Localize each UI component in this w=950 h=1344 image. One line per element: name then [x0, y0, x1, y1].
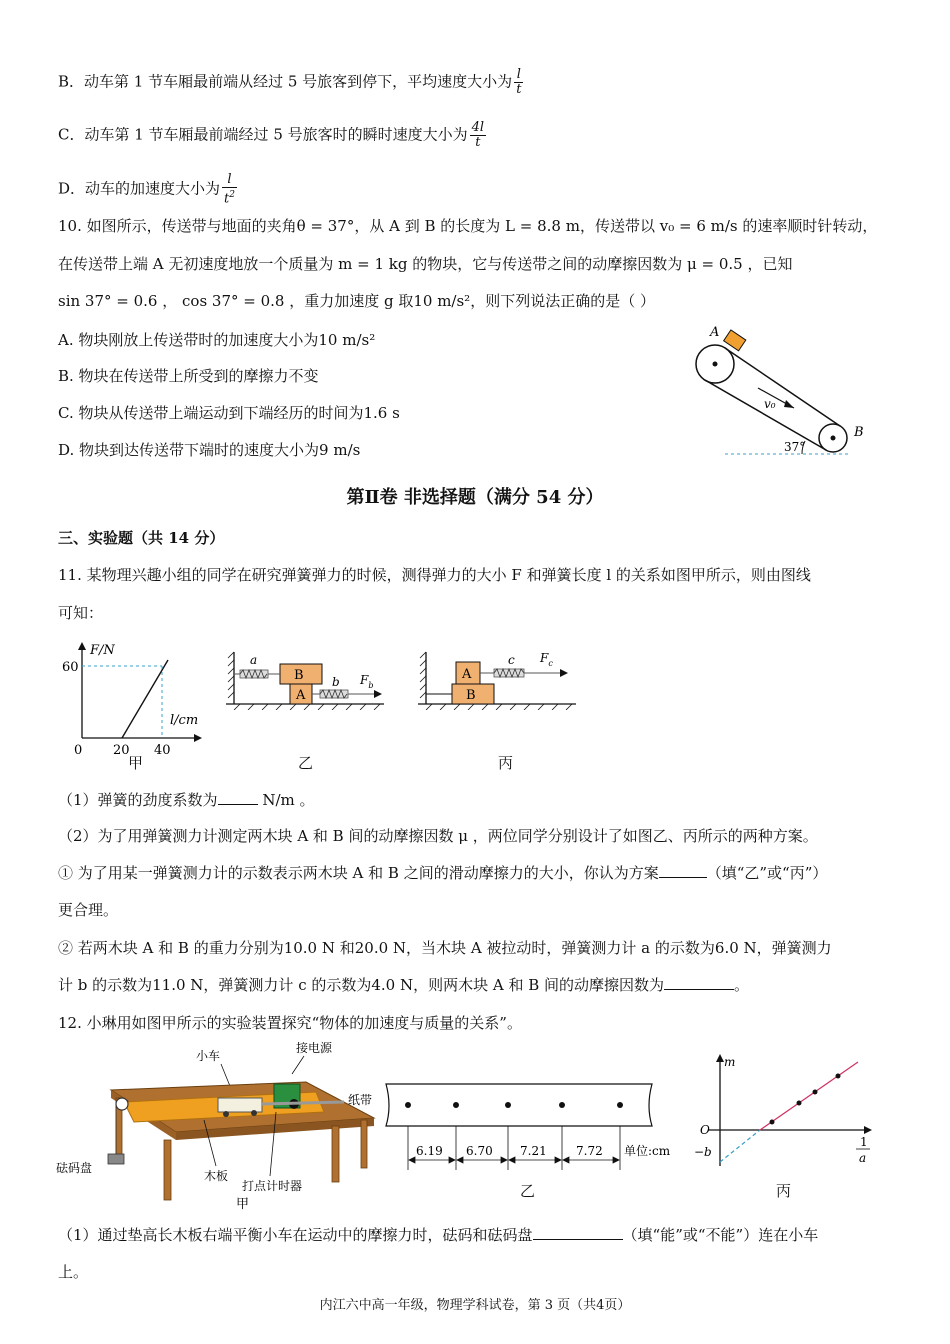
q11-answer-blank-1[interactable]	[218, 790, 258, 805]
q10-line-1: 10. 如图所示，传送带与地面的夹角θ = 37°，从 A 到 B 的长度为 L = 8.8 m，传送带以 v₀ = 6 m/s 的速率顺时针转动，	[58, 217, 878, 235]
upper-pulley-axle	[713, 362, 718, 367]
dist-1: 6.19	[416, 1144, 443, 1158]
belt-bottom	[705, 380, 826, 450]
power-leader	[292, 1056, 304, 1074]
unit-label: 单位:cm	[624, 1144, 671, 1158]
label-a: a	[250, 653, 258, 667]
data-point-2	[797, 1101, 802, 1106]
frac-den	[222, 188, 237, 206]
block-a-label: A	[296, 688, 306, 703]
q9-option-d	[58, 173, 237, 206]
q11-part-2-2-post: 。	[734, 976, 750, 994]
dist-4: 7.72	[576, 1144, 603, 1158]
q12-part-1	[58, 1225, 818, 1245]
q11-setup-yi	[226, 648, 391, 710]
y-arrowhead	[78, 642, 86, 650]
label-b: B	[854, 425, 864, 440]
q11-part-1	[58, 790, 315, 810]
pulley	[116, 1098, 128, 1110]
q11-part-2-2-pre: 计 b 的示数为11.0 N，弹簧测力计 c 的示数为4.0 N，则两木块 A 和 B 间的动摩擦因数为	[58, 976, 665, 994]
page-footer: 内江六中高一年级，物理学科试卷，第 3 页（共4页）	[319, 1298, 631, 1313]
data-point-4	[836, 1074, 841, 1079]
q11-part-2-1-line-2: 更合理。	[58, 901, 119, 919]
frac-num: l	[222, 173, 237, 188]
label-tape: 纸带	[348, 1093, 373, 1107]
label-angle: 37°	[784, 440, 806, 454]
tape-dot-3	[505, 1102, 511, 1108]
spring-b	[312, 690, 382, 698]
caption-jia: 甲	[236, 1197, 250, 1212]
q12-part-1-pre: （1）通过垫高长木板右端平衡小车在运动中的摩擦力时，砝码和砝码盘	[58, 1226, 533, 1244]
q11-line-2: 可知：	[58, 604, 104, 622]
cart-wheel-1	[223, 1111, 229, 1117]
label-fb	[359, 673, 373, 690]
q12-part-1-post: （填“能”或“不能”）连在小车	[622, 1226, 819, 1244]
data-point-3	[813, 1090, 818, 1095]
x-tick-20: 20	[113, 743, 130, 755]
dist-3: 7.21	[520, 1144, 547, 1158]
q12-part-1-line-2: 上。	[58, 1263, 89, 1281]
block-b-label: B	[466, 688, 476, 703]
cart-wheel-2	[251, 1110, 257, 1116]
weight-pan	[108, 1154, 124, 1164]
section3-title: 三、实验题（共 14 分）	[58, 529, 225, 547]
y-label: F/N	[90, 643, 115, 658]
table-leg-1	[164, 1140, 171, 1200]
q9-option-d-text: D．动车的加速度大小为	[58, 179, 221, 198]
q11-part-2: （2）为了用弹簧测力计测定两木块 A 和 B 间的动摩擦因数 μ ，两位同学分别设计了如图乙、丙所示的两种方案。	[58, 827, 818, 845]
q12-answer-blank-1[interactable]	[533, 1225, 623, 1240]
table-leg-2	[332, 1126, 339, 1182]
label-b: b	[332, 675, 340, 689]
part2-title: 第Ⅱ卷 非选择题（满分 54 分）	[346, 487, 604, 508]
block-a-label: A	[462, 667, 472, 682]
velocity-arrowhead	[784, 400, 794, 408]
q9-option-b-text: B．动车第 1 节车厢最前端从经过 5 号旅客到停下，平均速度大小为	[58, 72, 513, 91]
frac-den: t	[516, 82, 522, 97]
q10-option-c: C. 物块从传送带上端运动到下端经历的时间为1.6 s	[58, 404, 400, 422]
cart	[218, 1098, 262, 1112]
q11-graph-jia	[56, 640, 206, 755]
label-cart: 小车	[196, 1049, 221, 1063]
table-leg-3	[361, 1120, 367, 1168]
q10-line-2: 在传送带上端 A 无初速度地放一个质量为 m = 1 kg 的物块，它与传送带之间的动摩擦因数为 μ = 0.5 ，已知	[58, 255, 793, 273]
label-a: A	[710, 325, 720, 340]
label-fc-main: F	[540, 651, 549, 665]
q9-option-c-fraction	[470, 121, 486, 150]
origin-label: O	[700, 1123, 710, 1137]
x-tick-40: 40	[154, 743, 171, 755]
q11-line-1: 11. 某物理兴趣小组的同学在研究弹簧弹力的时候，测得弹力的大小 F 和弹簧长度 l 的关系如图甲所示，则由图线	[58, 566, 811, 584]
y-arrowhead	[716, 1054, 724, 1062]
q12-caption-bing: 丙	[776, 1182, 792, 1200]
q9-option-c-text: C．动车第 1 节车厢最前端经过 5 号旅客时的瞬时速度大小为	[58, 125, 468, 144]
label-fb-sub: b	[368, 681, 374, 690]
q11-part-2-2-line-2	[58, 975, 749, 995]
y-label: m	[724, 1055, 736, 1069]
spring-a	[234, 670, 280, 678]
q11-answer-blank-3[interactable]	[664, 975, 734, 990]
x-arrowhead	[864, 1126, 872, 1134]
q11-answer-blank-2[interactable]	[659, 863, 707, 878]
paper-tape	[262, 1102, 344, 1104]
q9-option-c	[58, 121, 486, 150]
frac-den-sup: 2	[229, 190, 235, 200]
x-label-den: a	[859, 1151, 867, 1165]
fit-line	[760, 1062, 858, 1130]
block-on-belt	[724, 330, 746, 351]
tape-dot-1	[405, 1102, 411, 1108]
frac-den: t	[475, 135, 481, 150]
q9-option-b-fraction	[514, 68, 523, 97]
spring-c	[480, 669, 568, 677]
label-pan: 砝码盘	[56, 1161, 93, 1175]
q10-option-a: A. 物块刚放上传送带时的加速度大小为10 m/s²	[58, 331, 376, 349]
label-fc	[539, 651, 553, 668]
q12-line-1: 12. 小琳用如图甲所示的实验装置探究“物体的加速度与质量的关系”。	[58, 1014, 522, 1032]
q10-option-d: D. 物块到达传送带下端时的速度大小为9 m/s	[58, 441, 361, 459]
q11-part-2-1-pre: ① 为了用某一弹簧测力计的示数表示两木块 A 和 B 之间的滑动摩擦力的大小，你认为方案	[58, 864, 659, 882]
tape-strip	[386, 1084, 652, 1126]
q11-caption-bing: 丙	[498, 754, 514, 772]
q12-graph-bing	[688, 1050, 888, 1175]
intercept-label: −b	[694, 1145, 712, 1159]
wall-hatch	[228, 652, 234, 698]
x-label: l/cm	[170, 713, 199, 728]
frac-num: 4l	[471, 120, 485, 135]
label-fc-sub: c	[548, 659, 553, 668]
tape-dot-5	[617, 1102, 623, 1108]
q11-part-2-2-line-1: ② 若两木块 A 和 B 的重力分别为10.0 N 和20.0 N，当木块 A 被拉动时，弹簧测力计 a 的示数为6.0 N，弹簧测力	[58, 939, 832, 957]
wall-hatch	[420, 652, 426, 698]
label-board: 木板	[204, 1169, 229, 1183]
extrapolation-dash	[720, 1130, 760, 1162]
label-fb-main: F	[360, 673, 369, 687]
q10-conveyor-figure	[690, 320, 880, 462]
q11-caption-yi: 乙	[298, 754, 314, 772]
q11-part-2-1-post: （填“乙”或“丙”）	[706, 864, 828, 882]
x-arrowhead	[194, 734, 202, 742]
label-timer: 打点计时器	[242, 1179, 303, 1193]
q9-option-d-fraction	[222, 173, 237, 206]
data-point-1	[770, 1120, 775, 1125]
q12-tape-yi	[380, 1078, 685, 1170]
q9-option-b	[58, 68, 523, 97]
label-v0: v₀	[764, 397, 776, 411]
q11-setup-bing	[418, 648, 583, 710]
tape-dot-2	[453, 1102, 459, 1108]
q11-caption-jia: 甲	[128, 754, 144, 772]
ground-hatch	[426, 704, 572, 710]
y-tick-60: 60	[62, 660, 79, 675]
label-power: 接电源	[296, 1041, 333, 1055]
q11-part-1-pre: （1）弹簧的劲度系数为	[58, 791, 218, 809]
dist-2: 6.70	[466, 1144, 493, 1158]
origin-0: 0	[74, 743, 83, 755]
q12-caption-yi: 乙	[520, 1182, 536, 1200]
lower-pulley-axle	[831, 436, 836, 441]
q10-option-b: B. 物块在传送带上所受到的摩擦力不变	[58, 367, 319, 385]
q11-part-1-post: N/m 。	[257, 791, 315, 809]
f-l-line	[122, 660, 168, 738]
frac-den-base: t	[224, 191, 230, 207]
q11-part-2-1	[58, 863, 827, 883]
q10-line-3: sin 37° = 0.6 ， cos 37° = 0.8 ，重力加速度 g 取10 m/s²，则下列说法正确的是（ ）	[58, 292, 655, 310]
x-label-num: 1	[860, 1135, 868, 1149]
ground-hatch	[234, 704, 380, 710]
frac-num: l	[514, 68, 523, 83]
belt-top	[725, 348, 840, 426]
tape-dot-4	[559, 1102, 565, 1108]
label-c: c	[508, 653, 515, 667]
q12-apparatus-jia	[56, 1040, 386, 1215]
block-b-label: B	[294, 668, 304, 683]
